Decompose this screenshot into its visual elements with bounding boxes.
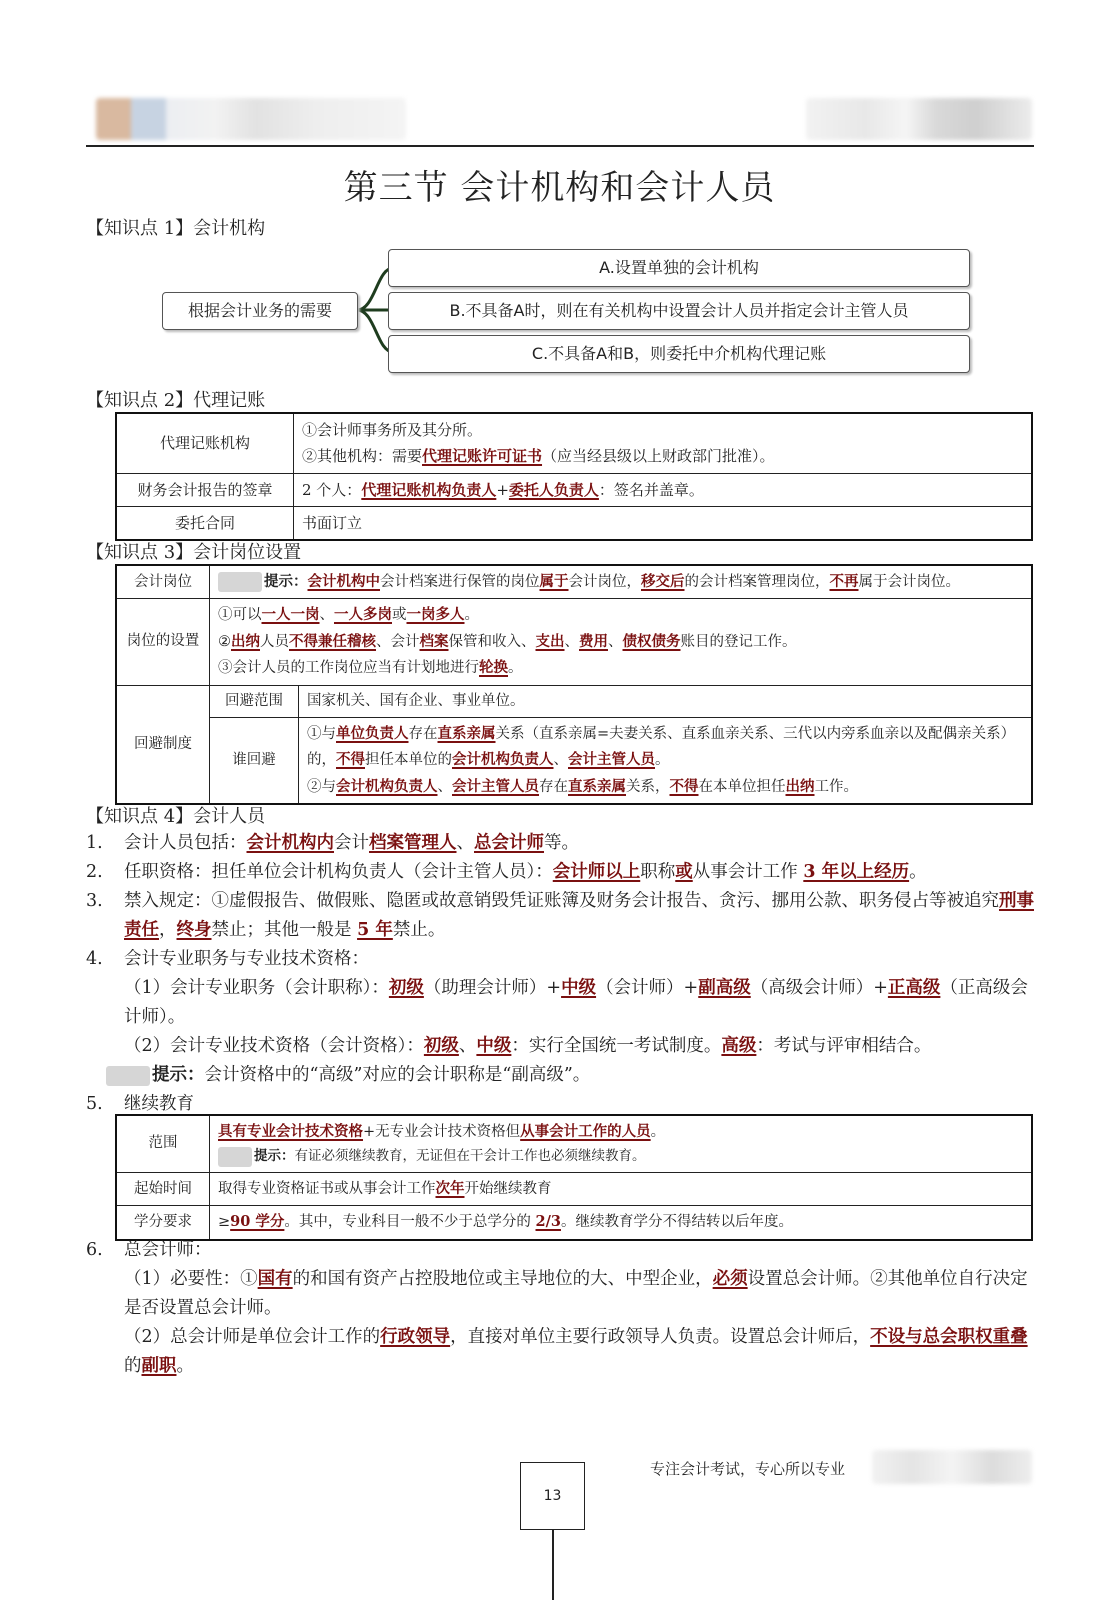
kp2-r3-label: 委托合同 [116,506,294,540]
text: ①与 [307,725,336,742]
text: 等。 [544,833,579,853]
highlight: 副职 [141,1356,177,1376]
text: （1）会计专业职务（会计职称）： [124,978,389,998]
text: （高级会计师）+ [750,978,888,998]
text: 继续教育 [124,1094,194,1114]
text: + [496,480,509,499]
text: 、 [608,633,623,650]
table-row [116,565,1032,599]
text: 任职资格：担任单位会计机构负责人（会计主管人员）： [124,862,553,882]
item-number: 1. [86,833,103,853]
text: ：实行全国统一考试制度。 [511,1036,722,1056]
highlight: 轮换 [479,659,508,677]
kp3-r2-value [210,599,1033,685]
highlight: 直系亲属 [437,724,496,742]
highlight: 出纳 [785,777,815,795]
header-logo-right [806,98,1032,140]
highlight: 会计机构内 [246,833,334,853]
table-row [116,506,1032,540]
highlight: 支出 [535,632,565,650]
list-subitem [86,974,1036,1032]
highlight: 初级 [388,978,424,998]
text: 。 [176,1356,194,1376]
kp3-r2-label: 岗位的设置 [116,599,210,685]
item-number: 2. [86,862,103,882]
blurred-logo [218,1147,252,1167]
text: 存在 [408,725,438,742]
highlight: 委托人负责人 [508,480,599,499]
highlight: 属于 [539,573,569,590]
kp1-option-c: C.不具备A和B，则委托中介机构代理记账 [388,335,970,373]
text: 担任本单位的 [365,752,452,769]
text: 会计档案进行保管的岗位 [380,574,540,590]
kp3-r2-line3 [218,655,1023,681]
text: ①可以 [218,607,262,624]
list-item [86,887,1036,945]
highlight: 一人一岗 [261,606,320,624]
kp3-r3b-label: 谁回避 [210,717,299,804]
highlight: 出纳 [231,632,260,650]
highlight: 中级 [561,978,597,998]
highlight: 债权债务 [622,632,681,650]
page-number: 13 [543,1488,562,1504]
text: ≥ [218,1214,231,1231]
highlight: 会计师以上 [552,862,641,882]
highlight: 次年 [435,1180,465,1197]
text: 有证必须继续教育，无证但在干会计工作也必须继续教育。 [294,1148,646,1165]
tip-label: 提示： [254,1148,295,1165]
kp2-table [115,412,1033,541]
highlight: 直系亲属 [568,777,626,795]
list-item [86,945,1036,974]
table-row [116,473,1032,506]
text: 。 [655,752,670,769]
kp3-r3b-line1 [307,721,1023,774]
kp2-r1-line1: ①会计师事务所及其分所。 [302,421,483,439]
kp2-r1-line2 [302,443,1023,469]
highlight: 高级 [721,1036,757,1056]
text: ②其他机构：需要 [302,447,423,466]
text: ， [159,920,177,940]
text: ：考试与评审相结合。 [756,1036,932,1056]
highlight: 3 年以上经历 [803,862,910,882]
highlight: 刑事责任 [124,891,1034,940]
highlight: 档案 [419,632,449,650]
highlight: 终身 [176,920,212,940]
text: 、 [564,633,579,650]
kp4-education-table [115,1114,1033,1241]
text: （正高级会计师）。 [124,978,1028,1027]
highlight: 不得兼任稽核 [289,632,376,650]
highlight: 费用 [579,632,608,650]
text: 、 [553,752,568,769]
highlight: 单位负责人 [336,724,409,742]
text: 取得专业资格证书或从事会计工作 [218,1181,436,1197]
text: +无专业会计技术资格但 [363,1124,521,1140]
list-subitem [86,1323,1036,1381]
text: 从事会计工作 [692,862,804,882]
text: 。 [650,1124,666,1140]
text: 设置总会计师。②其他单位自行决定是否设置总会计师。 [124,1269,1028,1318]
highlight: 会计主管人员 [568,751,655,769]
text: 会计资格中的“高级”对应的会计职称是“副高级”。 [204,1065,591,1085]
edu-r2-label: 起始时间 [116,1173,210,1206]
text: 账目的登记工作。 [680,633,797,650]
list-item [86,829,1036,858]
highlight: 不得 [669,777,699,795]
footer-slogan: 专注会计考试，专心所以专业 [650,1460,846,1478]
highlight: 正高级 [887,978,941,998]
kp4-heading: 【知识点 4】会计人员 [86,806,266,827]
text: 、 [458,1036,477,1056]
text: 。 [909,862,927,882]
highlight: 必须 [712,1269,748,1289]
text: 。 [464,607,479,624]
tip-label: 提示： [264,573,308,590]
edu-r1-label: 范围 [116,1115,210,1173]
highlight: 中级 [476,1036,512,1056]
kp3-r3-label: 回避制度 [116,685,210,804]
highlight: 一人多岗 [334,606,392,624]
list-item [86,1236,1036,1265]
highlight: 移交后 [641,573,685,590]
kp3-heading: 【知识点 3】会计岗位设置 [86,542,302,563]
text: （应当经县级以上财政部门批准）。 [542,447,775,466]
highlight: 会计主管人员 [452,777,539,795]
text: 属于会计岗位。 [858,574,960,590]
kp1-root-box: 根据会计业务的需要 [162,292,358,330]
text: 、 [319,607,334,624]
highlight: 国有 [257,1269,293,1289]
text: 、会计 [376,633,420,650]
text: （助理会计师）+ [423,978,562,998]
table-row [116,1173,1032,1206]
kp1-option-b: B.不具备A时，则在有关机构中设置会计人员并指定会计主管人员 [388,292,970,330]
tip-line [86,1061,1036,1090]
kp3-table [115,564,1033,805]
highlight: 档案管理人 [369,833,457,853]
text: 或 [392,607,407,624]
edu-r3-label: 学分要求 [116,1206,210,1240]
text: 人员 [260,633,289,650]
text: ：签名并盖章。 [598,480,704,499]
highlight: 不得 [336,751,365,769]
item-number: 5. [86,1094,103,1114]
item-number: 4. [86,949,103,969]
header-logo-left [96,98,406,140]
text: 会计岗位， [568,574,641,590]
text: 的会计档案管理岗位， [684,574,830,590]
footer-logo [872,1450,1032,1484]
kp4-list [86,829,1036,1119]
text: 会计专业职务与专业技术资格： [124,949,369,969]
text: ②与 [307,778,336,795]
kp2-heading: 【知识点 2】代理记账 [86,390,266,411]
text: 。继续教育学分不得结转以后年度。 [560,1214,793,1231]
kp1-option-a: A.设置单独的会计机构 [388,249,970,287]
list-item [86,858,1036,887]
text: 的 [124,1356,142,1376]
page-title: 第三节 会计机构和会计人员 [343,168,776,208]
list-subitem [86,1265,1036,1323]
text: 的和国有资产占控股地位或主导地位的大、中型企业， [292,1269,713,1289]
blurred-logo [218,572,262,592]
edu-r1-value [210,1115,1033,1173]
kp3-r3b-line2 [307,774,1023,800]
table-row [116,717,1032,804]
text: 总会计师： [124,1240,212,1260]
list-subitem [86,1032,1036,1061]
text: ② [218,633,231,650]
page-number-stem [552,1530,554,1600]
header-rule [86,145,1034,147]
text: 保管和收入、 [448,633,536,650]
text: 关系（直系亲属=夫妻关系、直系血亲关系、三代以内旁系血亲以及配偶亲关系）的， [307,725,1016,769]
text: 禁入规定：①虚假报告、做假账、隐匿或故意销毁凭证账簿及财务会计报告、贪污、挪用公款、职务侵占等被追究 [124,891,999,911]
text: 、 [437,778,452,795]
kp3-r3b-value [299,717,1033,804]
edu-r3-value [210,1206,1033,1240]
table-row [116,1206,1032,1240]
text: 禁止；其他一般是 [211,920,358,940]
highlight: 会计机构负责人 [452,751,554,769]
text: 在本单位担任 [698,778,786,795]
highlight: 具有专业会计技术资格 [218,1123,363,1140]
table-row [116,1115,1032,1173]
table-row [116,685,1032,717]
table-row [116,599,1032,685]
kp3-r2-line2 [218,629,1023,655]
text: 、 [456,833,474,853]
kp3-r3a-label: 回避范围 [210,685,299,717]
highlight: 行政领导 [380,1327,451,1347]
kp3-r1-label: 会计岗位 [116,565,210,599]
text: 职称 [640,862,676,882]
highlight: 代理记账许可证书 [422,447,543,466]
text: 存在 [539,778,568,795]
text: （1）必要性：① [124,1269,258,1289]
kp2-r2-value [294,473,1033,506]
highlight: 不设与总会职权重叠 [870,1327,1028,1347]
highlight: 代理记账机构负责人 [361,480,497,499]
highlight: 2/3 [535,1213,561,1231]
text: 2 个人： [302,480,362,499]
text: 开始继续教育 [464,1181,552,1197]
edu-r2-value [210,1173,1033,1206]
highlight: 初级 [423,1036,459,1056]
highlight: 会计机构中 [307,573,380,590]
highlight: 总会计师 [474,833,544,853]
item-number: 3. [86,891,103,911]
text: 关系， [626,778,670,795]
highlight: 从事会计工作的人员 [520,1123,651,1140]
highlight: 或 [675,862,693,882]
highlight: 会计机构负责人 [336,777,438,795]
text: 。 [508,660,523,677]
text: 会计 [334,833,369,853]
text: ，直接对单位主要行政领导人负责。设置总会计师后， [450,1327,871,1347]
kp4-list-cont [86,1236,1036,1381]
highlight: 不再 [829,573,859,590]
edu-r1-line2 [218,1145,1023,1169]
item-number: 6. [86,1240,103,1260]
text: 工作。 [814,778,858,795]
edu-r1-line1 [218,1119,1023,1145]
kp1-heading: 【知识点 1】会计机构 [86,218,266,239]
highlight: 90 学分 [230,1213,285,1231]
page-number-box [520,1462,585,1530]
kp3-r2-line1 [218,602,1023,628]
highlight: 副高级 [698,978,751,998]
kp3-r1-value [210,565,1033,599]
text: （2）会计专业技术资格（会计资格）： [124,1036,424,1056]
blurred-logo [106,1066,150,1086]
tip-label: 提示： [152,1065,205,1085]
kp2-r2-label: 财务会计报告的签章 [116,473,294,506]
kp2-r1-value [294,413,1033,473]
highlight: 5 年 [357,920,393,940]
highlight: 一岗多人 [406,606,465,624]
kp2-r1-label: 代理记账机构 [116,413,294,473]
text: （会计师）+ [596,978,699,998]
text: 会计人员包括： [124,833,247,853]
text: 禁止。 [392,920,446,940]
text: （2）总会计师是单位会计工作的 [124,1327,381,1347]
table-row [116,413,1032,473]
text: ③会计人员的工作岗位应当有计划地进行 [218,660,479,677]
kp2-r3-value: 书面订立 [294,506,1033,540]
kp3-r3a-value: 国家机关、国有企业、事业单位。 [299,685,1033,717]
text: 。其中，专业科目一般不少于总学分的 [284,1214,536,1231]
